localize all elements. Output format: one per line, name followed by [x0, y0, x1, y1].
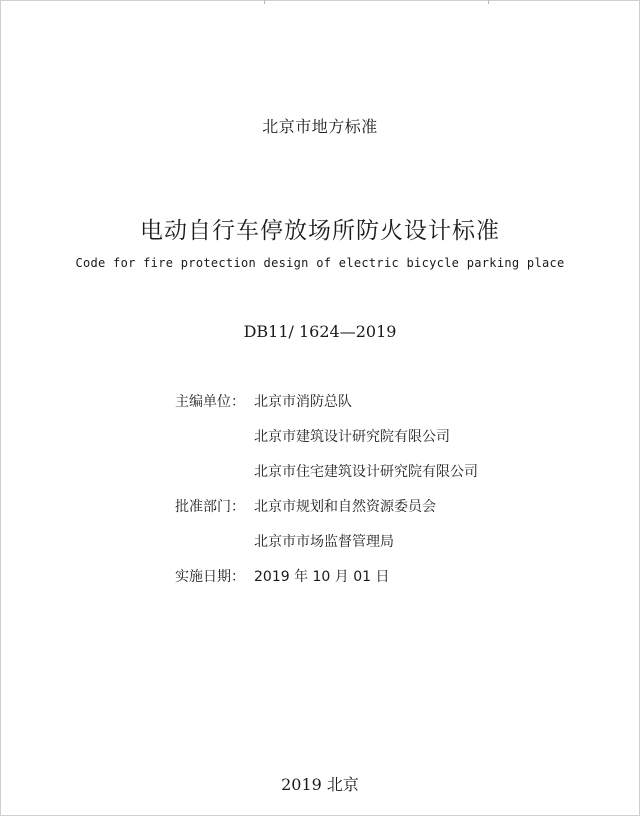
approved-by-label: 批准部门： [175, 499, 245, 515]
document-title-chinese: 电动自行车停放场所防火设计标准 [140, 218, 500, 244]
chief-editor-value: 北京市建筑设计研究院有限公司 [254, 429, 450, 445]
document-title-english: Code for fire protection design of electric bicycle parking place [75, 256, 565, 270]
crop-mark [264, 0, 265, 4]
chief-editor-row [175, 392, 352, 412]
effective-date-value: 2019 年 10 月 01 日 [254, 569, 390, 585]
issuer-heading: 北京市地方标准 [262, 117, 378, 136]
chief-editor-value: 北京市消防总队 [254, 394, 352, 410]
approved-by-value: 北京市市场监督管理局 [254, 534, 394, 550]
standard-number: DB11/ 1624—2019 [243, 322, 397, 341]
footer-year-place: 2019 北京 [281, 775, 359, 794]
chief-editor-value: 北京市住宅建筑设计研究院有限公司 [254, 464, 478, 480]
approved-by-value: 北京市规划和自然资源委员会 [254, 499, 436, 515]
crop-mark [488, 0, 489, 4]
chief-editor-label: 主编单位： [175, 394, 245, 410]
approved-by-row [175, 497, 436, 517]
effective-date-label: 实施日期： [175, 569, 245, 585]
effective-date-row [175, 567, 390, 587]
